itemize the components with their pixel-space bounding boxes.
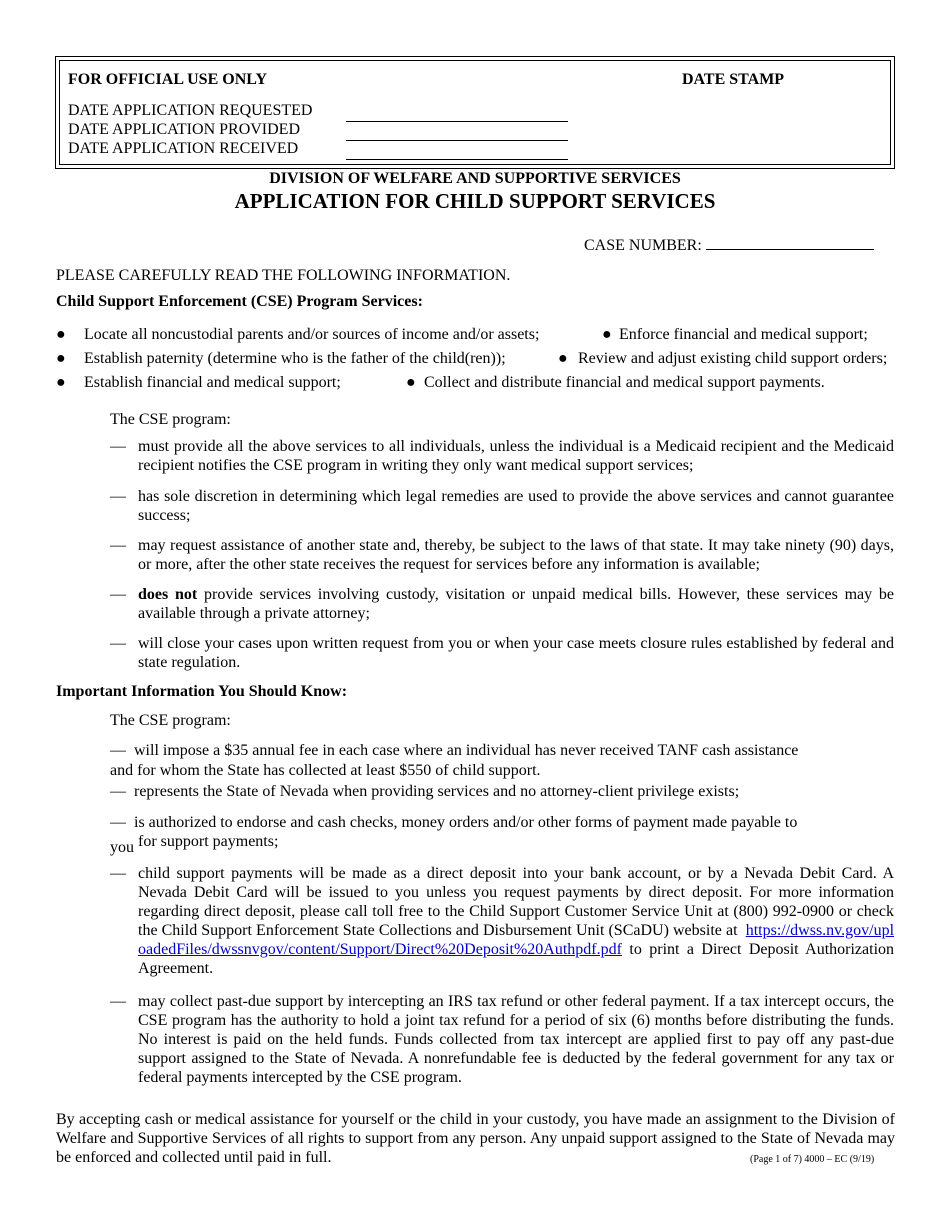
list-item	[110, 536, 894, 574]
important-heading: Important Information You Should Know:	[56, 683, 348, 700]
services-heading: Child Support Enforcement (CSE) Program Services:	[56, 293, 423, 310]
dash-icon: —	[110, 993, 126, 1010]
list-item-text: may collect past-due support by intercepting an IRS tax refund or other federal payment. If a tax intercept occurs, the CSE program has the authority to hold a joint tax refund for a period of six (6) months before distributing the funds. No interest is paid on the held funds. Funds collected from tax intercept are applied first to pay off any past-due support assigned to the State of Nevada. A nonrefundable fee is deducted by the federal government for any tax or federal payments intercepted by the CSE program.	[138, 993, 894, 1086]
endorse-line-1	[110, 813, 797, 832]
direct-deposit-link[interactable]: https://dwss.nv.gov/uploadedFiles/dwssnvgov/content/Support/Direct%20Deposit%20Authpdf.pdf	[138, 922, 895, 958]
official-use-box	[55, 56, 895, 169]
official-use-inner	[59, 60, 891, 165]
fee-line-2: and for whom the State has collected at least $550 of child support.	[110, 762, 541, 779]
date-requested-label: DATE APPLICATION REQUESTED	[68, 102, 313, 119]
date-stamp-label: DATE STAMP	[682, 71, 785, 88]
bullet-icon: ●	[602, 326, 612, 343]
bullet-item: Locate all noncustodial parents and/or sources of income and/or assets;	[84, 326, 540, 343]
does-not-emphasis: does not	[138, 586, 198, 603]
case-number-label: CASE NUMBER:	[584, 237, 702, 254]
list-item	[110, 864, 894, 978]
dash-icon: —	[110, 783, 126, 800]
bullet-item: Establish financial and medical support;	[84, 374, 341, 391]
list-item	[110, 992, 894, 1087]
division-heading: DIVISION OF WELFARE AND SUPPORTIVE SERVICES	[269, 170, 681, 187]
list-item-text: must provide all the above services to all individuals, unless the individual is a Medicaid recipient and the Medicaid recipient notifies the CSE program in writing they only want medical support services;	[138, 438, 894, 474]
date-requested-line[interactable]	[346, 107, 568, 122]
date-provided-label: DATE APPLICATION PROVIDED	[68, 121, 301, 138]
list-item-text	[138, 585, 894, 623]
dash-icon: —	[110, 635, 126, 652]
list-item-text: will close your cases upon written request from you or when your case meets closure rules established by federal and state regulation.	[138, 635, 894, 671]
list-item-text: may request assistance of another state and, thereby, be subject to the laws of that state. It may take ninety (90) days, or more, after the other state receives the request for services before any information is available;	[138, 537, 894, 573]
bullet-icon: ●	[558, 350, 568, 367]
bullet-icon: ●	[406, 374, 416, 391]
list-item	[110, 585, 894, 623]
date-received-line[interactable]	[346, 145, 568, 160]
dash-icon: —	[110, 814, 126, 831]
fee-line-1	[110, 741, 798, 760]
dash-icon: —	[110, 742, 126, 759]
bullet-icon: ●	[56, 374, 66, 391]
cse-program-label: The CSE program:	[110, 411, 231, 428]
deposit-text-a: child support payments will be made as a direct deposit into your bank account, or by a Nevada Debit Card. A Nevada Debit Card will be issued to you unless you request payments by direct deposit. For more information regarding direct deposit, please call toll free to the Child Support Customer Service Unit at (800) 992-0900 or check the Child Support Enforcement State Collections and Disbursement Unit (SCaDU) website at	[138, 865, 894, 939]
dash-icon: —	[110, 865, 126, 882]
page-title: APPLICATION FOR CHILD SUPPORT SERVICES	[234, 189, 716, 213]
official-use-title: FOR OFFICIAL USE ONLY	[68, 71, 267, 88]
dash-icon: —	[110, 537, 126, 554]
bullet-item: Establish paternity (determine who is the father of the child(ren));	[84, 350, 506, 367]
list-item	[110, 487, 894, 525]
represents-line	[110, 782, 739, 801]
list-item	[110, 634, 894, 672]
dash-icon: —	[110, 438, 126, 455]
represents-text: represents the State of Nevada when providing services and no attorney-client privilege exists;	[134, 783, 740, 800]
list-item	[110, 437, 894, 475]
date-received-label: DATE APPLICATION RECEIVED	[68, 140, 299, 157]
fee-text-a: will impose a $35 annual fee in each case where an individual has never received TANF cash assistance	[134, 742, 799, 759]
endorse-line-2: for support payments;	[138, 833, 279, 850]
bullet-item: Enforce financial and medical support;	[619, 326, 868, 343]
date-provided-line[interactable]	[346, 126, 568, 141]
dash-icon: —	[110, 586, 126, 603]
endorse-text-a: is authorized to endorse and cash checks, money orders and/or other forms of payment made payable to	[134, 814, 798, 831]
does-not-text: provide services involving custody, visitation or unpaid medical bills. However, these services may be available through a private attorney;	[138, 586, 895, 622]
case-number-line[interactable]	[706, 235, 874, 250]
read-notice: PLEASE CAREFULLY READ THE FOLLOWING INFORMATION.	[56, 267, 511, 284]
deposit-text-b: to print a Direct Deposit Authorization Agreement.	[138, 941, 895, 977]
closing-paragraph: By accepting cash or medical assistance for yourself or the child in your custody, you have made an assignment to the Division of Welfare and Supportive Services of all rights to support from any person. Any unpaid support assigned to the State of Nevada may be enforced and collected until paid in full.	[56, 1111, 895, 1166]
important-cse-label: The CSE program:	[110, 712, 231, 729]
endorse-you: you	[110, 839, 134, 856]
bullet-icon: ●	[56, 350, 66, 367]
bullet-item: Collect and distribute financial and medical support payments.	[424, 374, 825, 391]
bullet-icon: ●	[56, 326, 66, 343]
page-footnote: (Page 1 of 7) 4000 – EC (9/19)	[750, 1154, 875, 1165]
list-item-text: has sole discretion in determining which legal remedies are used to provide the above services and cannot guarantee success;	[138, 488, 894, 524]
case-number	[584, 235, 874, 255]
list-item-text	[138, 864, 894, 978]
bullet-item: Review and adjust existing child support orders;	[578, 350, 888, 367]
dash-icon: —	[110, 488, 126, 505]
